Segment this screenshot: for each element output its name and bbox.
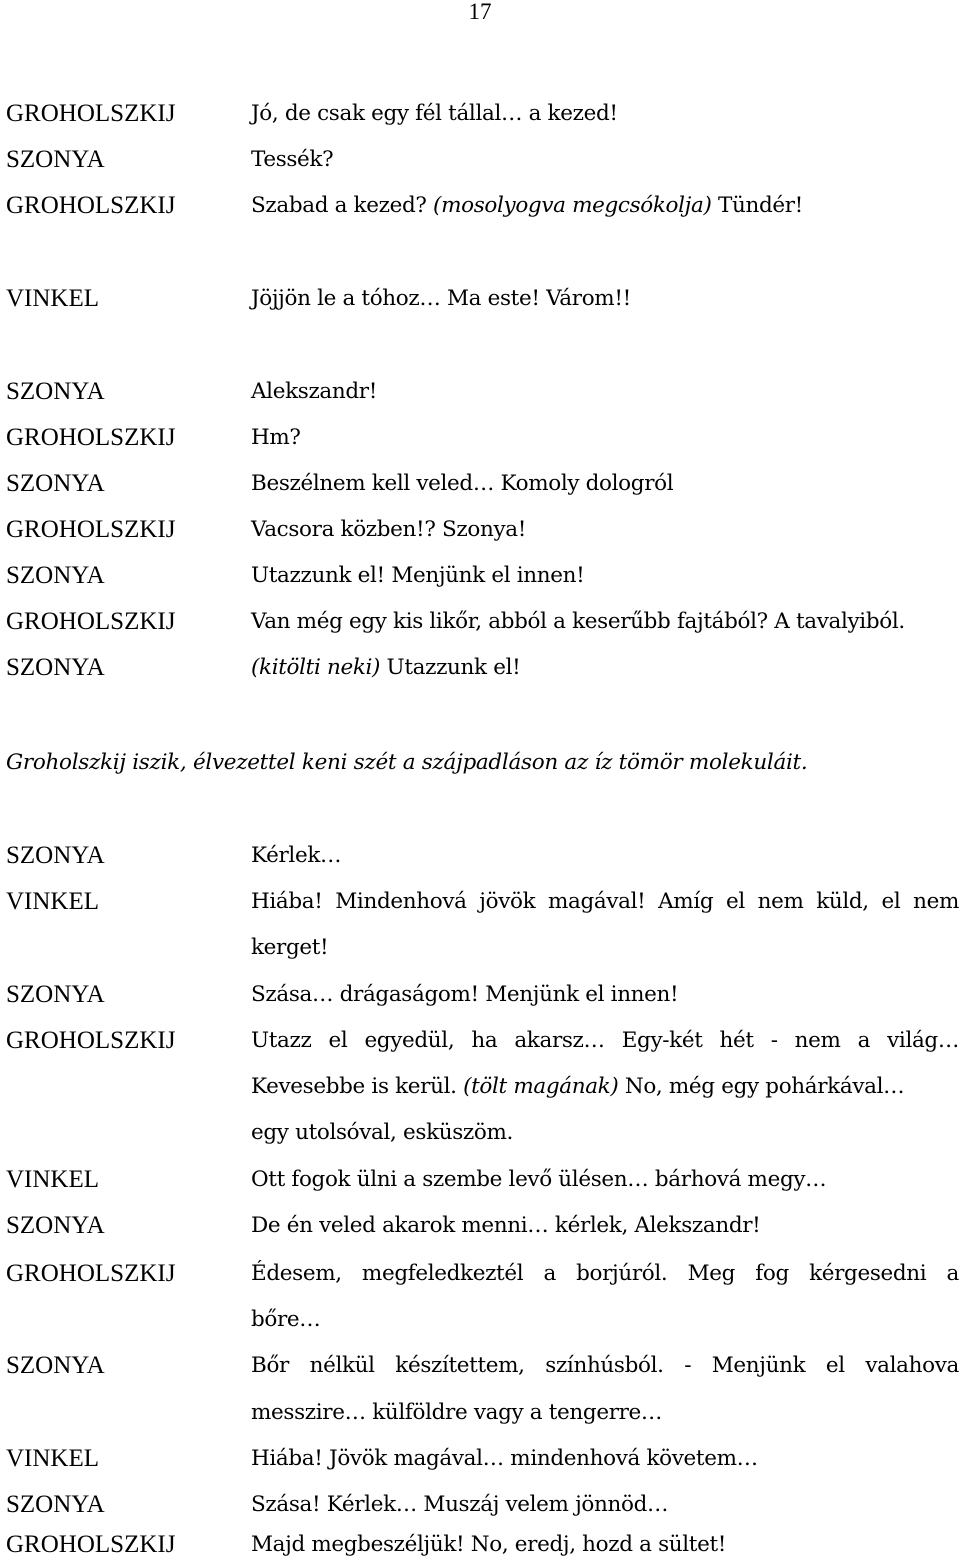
speaker-name: SZONYA — [6, 146, 105, 173]
speech-text: Jöjjön le a tóhoz… Ma este! Várom!! — [251, 286, 631, 311]
dialogue-line — [0, 833, 960, 879]
speaker-name: GROHOLSZKIJ — [6, 1027, 176, 1054]
dialogue-continuation — [0, 925, 960, 971]
dialogue-continuation — [0, 1297, 960, 1343]
dialogue-line — [0, 879, 960, 925]
speech-part: No, még egy pohárkával… — [618, 1074, 905, 1099]
speech-text: Beszélnem kell veled… Komoly dologról — [251, 471, 674, 496]
speech-part: Szabad a kezed? — [251, 193, 434, 218]
speaker-name: GROHOLSZKIJ — [6, 1260, 176, 1287]
speech-text: Utazz el egyedül, ha akarsz… Egy-két hét - nem a világ… — [251, 1028, 959, 1053]
speech-text — [251, 1064, 904, 1110]
speech-text: Hiába! Jövök magával… mindenhová követem… — [251, 1446, 758, 1471]
dialogue-line — [0, 369, 960, 415]
speech-part: Utazzunk el! — [380, 655, 521, 680]
speech-text: De én veled akarok menni… kérlek, Alekszandr! — [251, 1213, 761, 1238]
dialogue-line — [0, 183, 960, 229]
speaker-name: SZONYA — [6, 1212, 105, 1239]
speech-text: Ott fogok ülni a szembe levő ülésen… bárhová megy… — [251, 1167, 827, 1192]
dialogue-continuation — [0, 1064, 960, 1110]
dialogue-line — [0, 1343, 960, 1389]
speech-text: Majd megbeszéljük! No, eredj, hozd a sültet! — [251, 1532, 727, 1557]
speech-text: kerget! — [251, 935, 329, 960]
dialogue-line — [0, 1018, 960, 1064]
page-number: 17 — [468, 0, 492, 24]
speaker-name: VINKEL — [6, 888, 100, 915]
dialogue-continuation — [0, 1110, 960, 1156]
speaker-name: SZONYA — [6, 1352, 105, 1379]
speech-text: bőre… — [251, 1307, 321, 1332]
dialogue-line — [0, 507, 960, 553]
dialogue-line — [0, 645, 960, 691]
speech-text: Szása! Kérlek… Muszáj velem jönnöd… — [251, 1492, 669, 1517]
stage-direction-inline: (mosolyogva megcsókolja) — [433, 193, 712, 218]
dialogue-line — [0, 599, 960, 645]
speech-text: Alekszandr! — [251, 379, 378, 404]
speaker-name: SZONYA — [6, 470, 105, 497]
speech-text: Van még egy kis likőr, abból a keserűbb fajtából? A tavalyiból. — [251, 609, 905, 634]
speech-text — [251, 183, 803, 229]
speaker-name: SZONYA — [6, 981, 105, 1008]
speaker-name: SZONYA — [6, 562, 105, 589]
dialogue-line — [0, 276, 960, 322]
speech-text: egy utolsóval, esküszöm. — [251, 1120, 514, 1145]
speaker-name: SZONYA — [6, 1491, 105, 1518]
speaker-name: VINKEL — [6, 1166, 100, 1193]
speaker-name: GROHOLSZKIJ — [6, 608, 176, 635]
dialogue-line — [0, 1436, 960, 1482]
speech-text: Bőr nélkül készítettem, színhúsból. - Menjünk el valahova — [251, 1353, 959, 1378]
dialogue-line — [0, 1157, 960, 1203]
speech-text: Tessék? — [251, 147, 334, 172]
speech-text: Utazzunk el! Menjünk el innen! — [251, 563, 585, 588]
speech-text: Hiába! Mindenhová jövök magával! Amíg el nem küld, el nem — [251, 889, 959, 914]
speech-text — [251, 645, 520, 691]
stage-direction-inline: (tölt magának) — [463, 1074, 619, 1099]
speaker-name: VINKEL — [6, 1445, 100, 1472]
speech-text: Édesem, megfeledkeztél a borjúról. Meg fog kérgesedni a — [251, 1261, 959, 1286]
speaker-name: GROHOLSZKIJ — [6, 192, 176, 219]
speech-text: Hm? — [251, 425, 301, 450]
speech-text: Vacsora közben!? Szonya! — [251, 517, 527, 542]
dialogue-line — [0, 1203, 960, 1249]
speaker-name: SZONYA — [6, 654, 105, 681]
dialogue-line — [0, 1522, 960, 1568]
speech-text: Szása… drágaságom! Menjünk el innen! — [251, 982, 679, 1007]
speech-text: Jó, de csak egy fél tállal… a kezed! — [251, 101, 618, 126]
speaker-name: GROHOLSZKIJ — [6, 1531, 176, 1558]
speech-part: Tündér! — [711, 193, 803, 218]
speaker-name: VINKEL — [6, 285, 100, 312]
stage-direction-inline: (kitölti neki) — [251, 655, 381, 680]
stage-direction: Groholszkij iszik, élvezettel keni szét a szájpadláson az íz tömör molekuláit. — [6, 750, 808, 775]
dialogue-line — [0, 553, 960, 599]
speaker-name: SZONYA — [6, 378, 105, 405]
dialogue-line — [0, 415, 960, 461]
dialogue-line — [0, 972, 960, 1018]
speaker-name: GROHOLSZKIJ — [6, 100, 176, 127]
speech-text: Kérlek… — [251, 843, 342, 868]
dialogue-line — [0, 137, 960, 183]
dialogue-line — [0, 91, 960, 137]
dialogue-line — [0, 1251, 960, 1297]
dialogue-line — [0, 461, 960, 507]
speech-part: Kevesebbe is kerül. — [251, 1074, 464, 1099]
speaker-name: GROHOLSZKIJ — [6, 516, 176, 543]
speech-text: messzire… külföldre vagy a tengerre… — [251, 1400, 663, 1425]
dialogue-continuation — [0, 1390, 960, 1436]
speaker-name: SZONYA — [6, 842, 105, 869]
speaker-name: GROHOLSZKIJ — [6, 424, 176, 451]
